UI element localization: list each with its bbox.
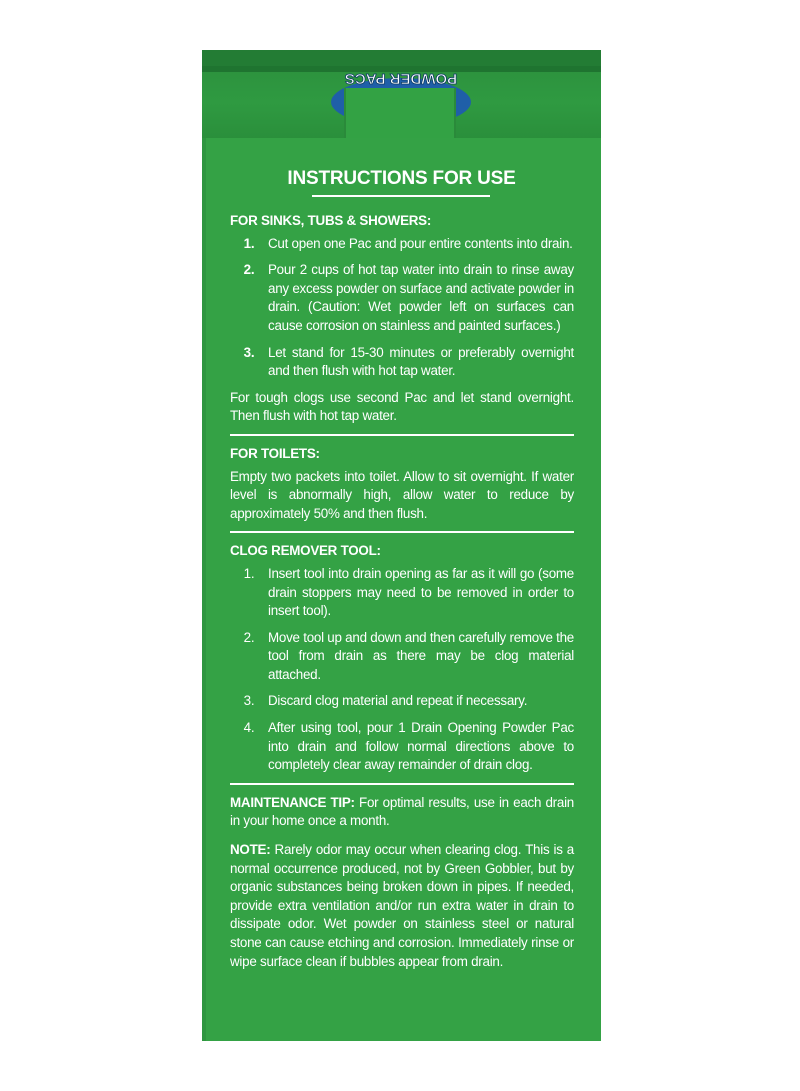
maintenance-label: MAINTENANCE TIP:: [230, 794, 355, 810]
note-label: NOTE:: [230, 842, 271, 858]
step-number: 1.: [243, 565, 255, 581]
step-number: 3.: [243, 693, 255, 709]
list-item: [230, 261, 574, 335]
step-number: 2.: [243, 262, 255, 278]
list-item: [230, 719, 574, 775]
sinks-note: For tough clogs use second Pac and let stand overnight. Then flush with hot tap water.: [230, 389, 574, 424]
step-text: Pour 2 cups of hot tap water into drain to rinse away any excess powder on surface and activate powder in drain. (Caution: Wet powder left on surfaces can cause corrosion on stainless and painted surfaces.): [268, 262, 574, 333]
section-divider: [230, 531, 574, 533]
sinks-heading: FOR SINKS, TUBS & SHOWERS:: [230, 213, 432, 228]
step-number: 1.: [243, 235, 255, 251]
instructions-panel: [202, 138, 601, 1041]
section-divider: [230, 434, 574, 436]
note-paragraph: [230, 841, 574, 971]
list-item: [230, 692, 574, 711]
list-item: [230, 235, 574, 254]
toilets-heading: FOR TOILETS:: [230, 445, 320, 461]
list-item: [230, 629, 574, 685]
list-item: [230, 344, 574, 381]
step-text: After using tool, pour 1 Drain Opening Powder Pac into drain and follow normal directions above to completely clear away remainder of drain clog.: [268, 720, 574, 773]
instructions-title: INSTRUCTIONS FOR USE: [287, 168, 516, 189]
step-number: 3.: [243, 344, 255, 360]
sinks-steps: [230, 235, 574, 381]
step-text: Move tool up and down and then carefully remove the tool from drain as there may be clog material attached.: [268, 629, 574, 682]
toilets-text: Empty two packets into toilet. Allow to sit overnight. If water level is abnormally high, allow water to reduce by approximately 50% and then flush.: [230, 468, 574, 521]
list-item: [230, 565, 574, 621]
step-text: Cut open one Pac and pour entire contents into drain.: [268, 235, 573, 251]
instructions-content: [230, 212, 574, 971]
flap-edge: [202, 50, 601, 66]
step-text: Discard clog material and repeat if necessary.: [268, 693, 528, 709]
maintenance-tip: [230, 794, 574, 831]
tool-steps: [230, 565, 574, 775]
step-number: 4.: [243, 720, 255, 736]
step-text: Let stand for 15-30 minutes or preferably overnight and then flush with hot tap water.: [268, 344, 574, 379]
title-underline: [312, 195, 490, 197]
panel-shadow: [202, 138, 206, 1041]
maintenance-text: For optimal results, use in each drain in your home once a month.: [230, 794, 574, 829]
step-number: 2.: [243, 629, 255, 645]
section-divider: [230, 783, 574, 785]
tool-heading: CLOG REMOVER TOOL:: [230, 543, 381, 559]
note-text: Rarely odor may occur when clearing clog. This is a normal occurrence produced, not by Green Gobbler, but by organic substances being broken down in pipes. If needed, provide extra ventilation and/or run extra water in drain to dissipate odor. Wet powder on stainless steel or natural stone can cause etching and corrosion. Immediately rinse or wipe surface clean if bubbles appear from drain.: [230, 842, 574, 969]
flap-notch: [344, 88, 456, 144]
logo-text-bottom: POWDER PACS: [344, 70, 458, 87]
step-text: Insert tool into drain opening as far as it will go (some drain stoppers may need to be removed in order to insert tool).: [268, 565, 574, 619]
